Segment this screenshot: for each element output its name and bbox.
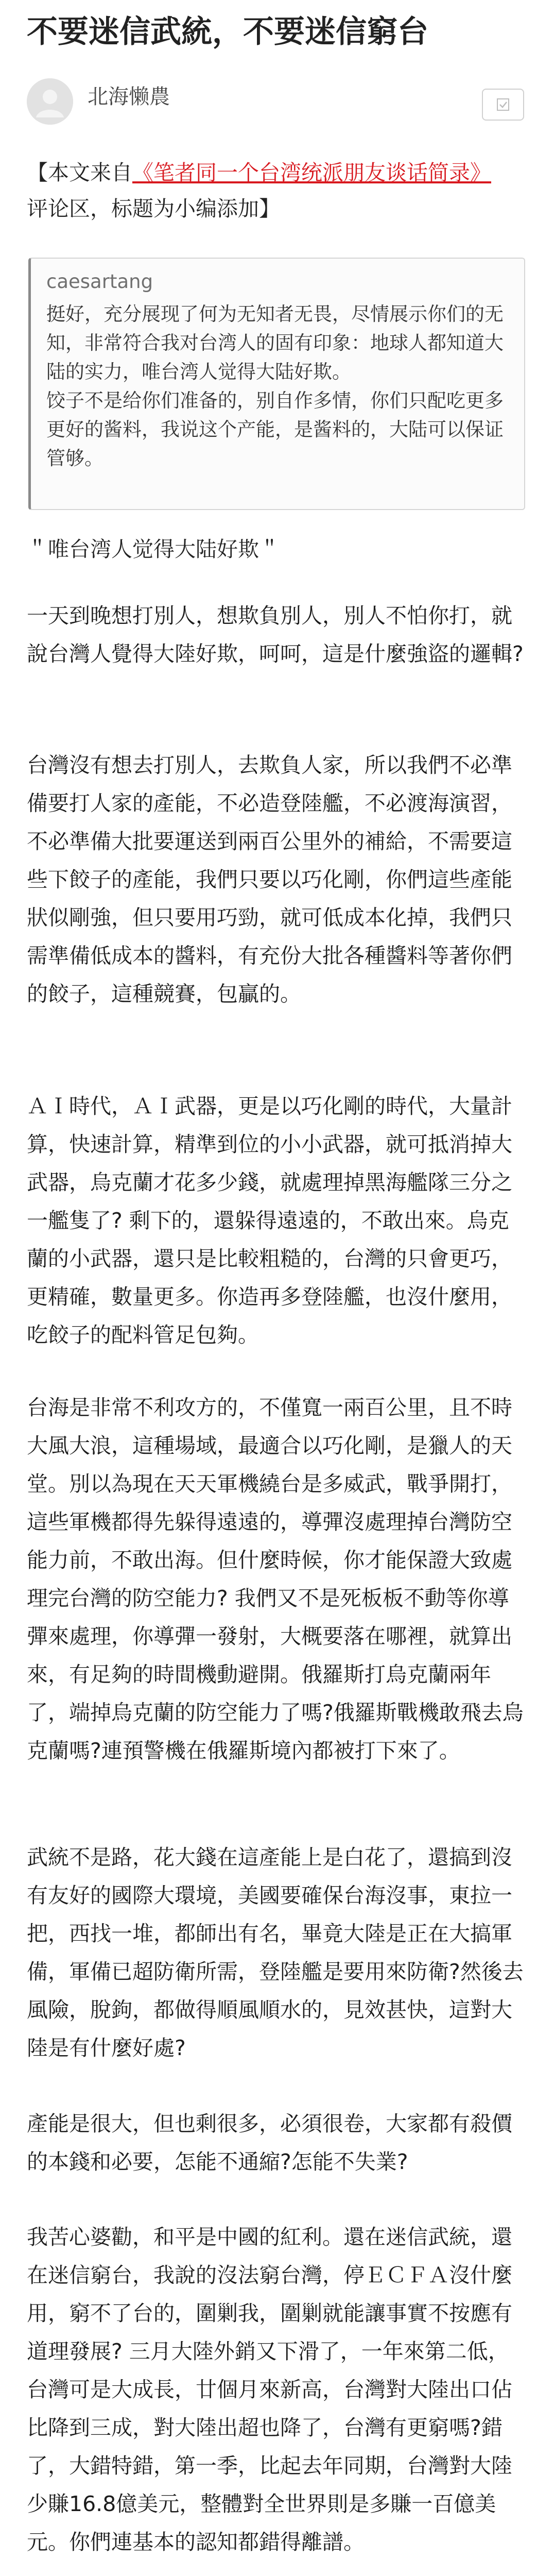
- body-paragraph: 台灣沒有想去打別人，去欺負人家，所以我們不必準備要打人家的產能，不必造登陸艦，不必渡海演習，不必準備大批要運送到兩百公里外的補給，不需要這些下餃子的產能，我們只要以巧化剛，你們這些產能狀似剛強，但只要用巧勁，就可低成本化掉，我們只需準備低成本的醬料，有充份大批各種醬料等著你們的餃子，這種競賽，包贏的。: [27, 753, 512, 1006]
- source-link[interactable]: 《笔者同一个台湾统派朋友谈话简录》: [132, 160, 491, 185]
- user-avatar-icon[interactable]: [27, 78, 73, 125]
- body-paragraph: 一天到晚想打別人，想欺負別人，別人不怕你打，就說台灣人覺得大陸好欺，呵呵，這是什麼強盜的邏輯?: [27, 603, 524, 666]
- quote-username[interactable]: caesartang: [46, 270, 153, 293]
- plus-check-icon: [493, 96, 513, 113]
- body-paragraph: 台海是非常不利攻方的，不僅寬一兩百公里，且不時大風大浪，這種場域，最適合以巧化剛，是獵人的天堂。別以為現在天天軍機繞台是多威武，戰爭開打，這些軍機都得先躲得遠遠的，導彈沒處理掉台灣防空能力前，不敢出海。但什麼時候，你才能保證大致處理完台灣的防空能力? 我們又不是死板板不動等你導彈來處理，你導彈一發射，大概要落在哪裡，就算出來，有足夠的時間機動避開。俄羅斯打烏克蘭兩年了，端掉烏克蘭的防空能力了嗎?俄羅斯戰機敢飛去烏克蘭嗎?連預警機在俄羅斯境內都被打下來了。: [27, 1395, 524, 1763]
- body-paragraph: ＡＩ時代，ＡＩ武器，更是以巧化剛的時代，大量計算，快速計算，精準到位的小小武器，就可抵消掉大武器，烏克蘭才花多少錢，就處理掉黑海艦隊三分之一艦隻了? 剩下的，還躲得遠遠的，不敢出來。烏克蘭的小武器，還只是比較粗糙的，台灣的只會更巧，更精確，數量更多。你造再多登陸艦，也沒什麼用，吃餃子的配料管足包夠。: [27, 1094, 512, 1347]
- source-note: [27, 155, 529, 227]
- source-prefix: 【本文来自: [27, 160, 132, 185]
- body-paragraph: 我苦心婆勸，和平是中國的紅利。還在迷信武統，還在迷信窮台，我說的沒法窮台灣，停ＥＣＦＡ沒什麼用，窮不了台的，圍剿我，圍剿就能讓事實不按應有道理發展? 三月大陸外銷又下滑了，一年來第二低，台灣可是大成長，廿個月來新高，台灣對大陸出口佔比降到三成，對大陸出超也降了，台灣有更窮嗎?錯了，大錯特錯，第一季，比起去年同期，台灣對大陸少賺16.8億美元，整體對全世界則是多賺一百億美元。你們連基本的認知都錯得離譜。: [27, 2225, 512, 2554]
- author-row: [27, 77, 531, 134]
- body-paragraph: 產能是很大，但也剩很多，必須很卷，大家都有殺價的本錢和必要，怎能不通縮?怎能不失業?: [27, 2111, 512, 2174]
- quoted-subheading: ＂唯台湾人觉得大陆好欺＂: [27, 537, 280, 562]
- source-suffix: 评论区，标题为小编添加】: [27, 196, 280, 221]
- author-name[interactable]: 北海懒農: [88, 85, 170, 109]
- body-paragraph: 武統不是路，花大錢在這產能上是白花了，還搞到沒有友好的國際大環境，美國要確保台海沒事，東拉一把，西找一堆，都師出有名，畢竟大陸是正在大搞軍備，軍備已超防衛所需，登陸艦是要用來防衛?然後去風險，脫鉤，都做得順風順水的，見效甚快，這對大陸是有什麼好處?: [27, 1845, 524, 2060]
- quote-paragraph: 饺子不是给你们准备的，别自作多情，你们只配吃更多更好的酱料，我说这个产能，是酱料的，大陆可以保证管够。: [46, 389, 504, 469]
- quoted-comment: [28, 258, 525, 510]
- follow-button[interactable]: [482, 89, 524, 121]
- article-title: 不要迷信武統，不要迷信窮台: [27, 14, 428, 50]
- quote-paragraph: 挺好，充分展现了何为无知者无畏，尽情展示你们的无知，非常符合我对台湾人的固有印象：地球人都知道大陆的实力，唯台湾人觉得大陆好欺。: [46, 303, 504, 383]
